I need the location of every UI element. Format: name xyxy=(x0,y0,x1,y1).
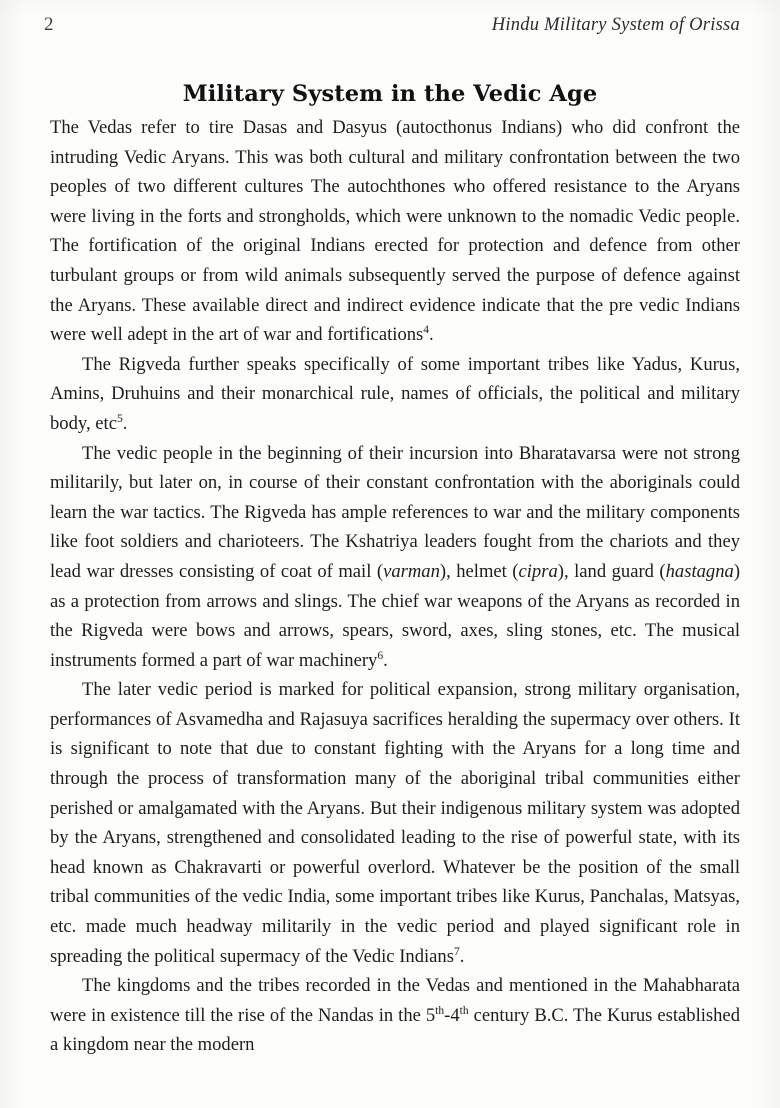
footnote-marker: 6 xyxy=(377,649,384,662)
page-number: 2 xyxy=(44,14,54,35)
paragraph-2: The Rigveda further speaks specifically of some important tribes like Yadus, Kurus, Amins, Druhuins and their monarchical rule, names of officials, the political and military body, etc$^5$. xyxy=(50,353,740,434)
paragraph-1: The Vedas refer to tire Dasas and Dasyus (autocthonus Indians) who did confront the intruding Vedic Aryans. This was both cultural and military confrontation between the two peoples of two different cultures The autochthones who offered resistance to the Aryans were living in the forts and strongholds, which were unknown to the nomadic Vedic people. The fortification of the original Indians erected for protection and defence from other turbulant groups or from wild animals subsequently served the purpose of defence against the Aryans. These available direct and indirect evidence indicate that the pre vedic Indians were well adept in the art of war and fortifications$^4$. xyxy=(50,117,740,346)
running-head-title: Hindu Military System of Orissa xyxy=(491,15,740,35)
italic-term: varman xyxy=(383,560,440,582)
chapter-title: Military System in the Vedic Age xyxy=(182,81,598,108)
footnote-marker: 7 xyxy=(453,945,460,958)
body-text-column xyxy=(50,113,740,1060)
running-head xyxy=(44,14,740,40)
ordinal-suffix: th xyxy=(435,1004,445,1017)
footnote-marker: 4 xyxy=(423,323,430,336)
footnote-marker: 5 xyxy=(116,412,123,425)
paragraph-4: The later vedic period is marked for political expansion, strong military organisation, performances of Asvamedha and Rajasuya sacrifices heralding the supermacy over others. It is significant to note that due to constant fighting with the Aryans for a long time and through the process of transformation many of the aboriginal tribal communities either perished or amalgamated with the Aryans. But their indigenous military system was adopted by the Aryans, strengthened and consolidated leading to the rise of powerful state, with its head known as Chakravarti or powerful overlord. Whatever be the position of the small tribal communities of the vedic India, some important tribes like Kurus, Panchalas, Matsyas, etc. made much headway militarily in the vedic period and played significant role in spreading the political supermacy of the Vedic Indians$^7$. xyxy=(50,679,740,967)
paragraph-3: The vedic people in the beginning of their incursion into Bharatavarsa were not strong militarily, but later on, in course of their constant confrontation with the aboriginals could learn the war tactics. The Rigveda has ample references to war and the military components like foot soldiers and charioteers. The Kshatriya leaders fought from the chariots and they lead war dresses consisting of coat of mail (varman), helmet (cipra), land guard (hastagna) as a protection from arrows and slings. The chief war weapons of the Aryans as recorded in the Rigveda were bows and arrows, spears, sword, axes, sling stones, etc. The musical instruments formed a part of war machinery$^6$. xyxy=(50,442,741,671)
paragraph-5: The kingdoms and the tribes recorded in the Vedas and mentioned in the Mahabharata were in existence till the rise of the Nandas in the 5th-4th century B.C. The Kurus established a kingdom near the modern xyxy=(50,975,740,1056)
italic-term: cipra xyxy=(518,560,558,582)
ordinal-suffix: th xyxy=(459,1004,469,1017)
italic-term: hastagna xyxy=(665,560,734,582)
